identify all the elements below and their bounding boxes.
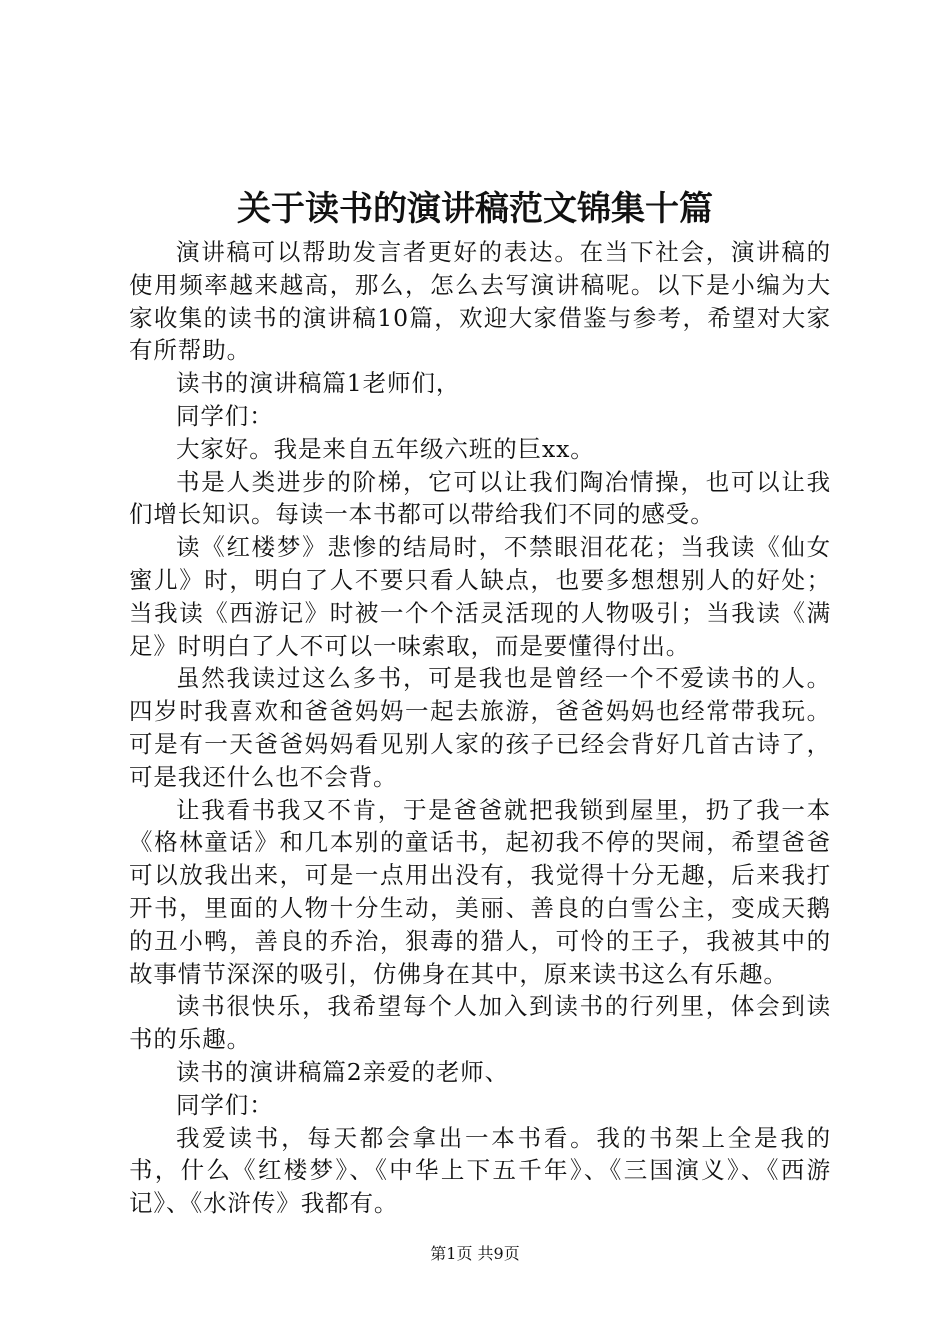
paragraph: 读《红楼梦》悲惨的结局时，不禁眼泪花花；当我读《仙女蜜儿》时，明白了人不要只看人缺点，也要多想想别人的好处；当我读《西游记》时被一个个活灵活现的人物吸引；当我读《满足》时明白了人不可以一味索取，而是要懂得付出。 bbox=[129, 533, 831, 660]
document-body bbox=[129, 236, 831, 1220]
paragraph: 演讲稿可以帮助发言者更好的表达。在当下社会，演讲稿的使用频率越来越高，那么，怎么去写演讲稿呢。以下是小编为大家收集的读书的演讲稿10篇，欢迎大家借鉴与参考，希望对大家有所帮助。 bbox=[129, 238, 831, 365]
paragraph: 让我看书我又不肯，于是爸爸就把我锁到屋里，扔了我一本《格林童话》和几本别的童话书，起初我不停的哭闹，希望爸爸可以放我出来，可是一点用出没有，我觉得十分无趣，后来我打开书，里面的人物十分生动，美丽、善良的白雪公主，变成天鹅的丑小鸭，善良的乔治，狠毒的猎人，可怜的王子，我被其中的故事情节深深的吸引，仿佛身在其中，原来读书这么有乐趣。 bbox=[129, 795, 831, 988]
paragraph: 读书的演讲稿篇2亲爱的老师、 bbox=[176, 1057, 510, 1086]
paragraph: 读书很快乐，我希望每个人加入到读书的行列里，体会到读书的乐趣。 bbox=[129, 992, 831, 1054]
paragraph: 同学们： bbox=[176, 1090, 274, 1119]
paragraph: 我爱读书，每天都会拿出一本书看。我的书架上全是我的书，什么《红楼梦》、《中华上下五千年》、《三国演义》、《西游记》、《水浒传》我都有。 bbox=[129, 1123, 831, 1218]
paragraph: 虽然我读过这么多书，可是我也是曾经一个不爱读书的人。四岁时我喜欢和爸爸妈妈一起去旅游，爸爸妈妈也经常带我玩。可是有一天爸爸妈妈看见别人家的孩子已经会背好几首古诗了，可是我还什么也不会背。 bbox=[129, 664, 831, 791]
document-title: 关于读书的演讲稿范文锦集十篇 bbox=[237, 189, 713, 229]
paragraph: 大家好。我是来自五年级六班的巨xx。 bbox=[176, 434, 595, 463]
paragraph: 书是人类进步的阶梯，它可以让我们陶冶情操，也可以让我们增长知识。每读一本书都可以带给我们不同的感受。 bbox=[129, 467, 831, 529]
paragraph: 同学们： bbox=[176, 401, 274, 430]
paragraph: 读书的演讲稿篇1老师们， bbox=[176, 369, 461, 398]
page-footer: 第1页 共9页 bbox=[430, 1244, 520, 1263]
